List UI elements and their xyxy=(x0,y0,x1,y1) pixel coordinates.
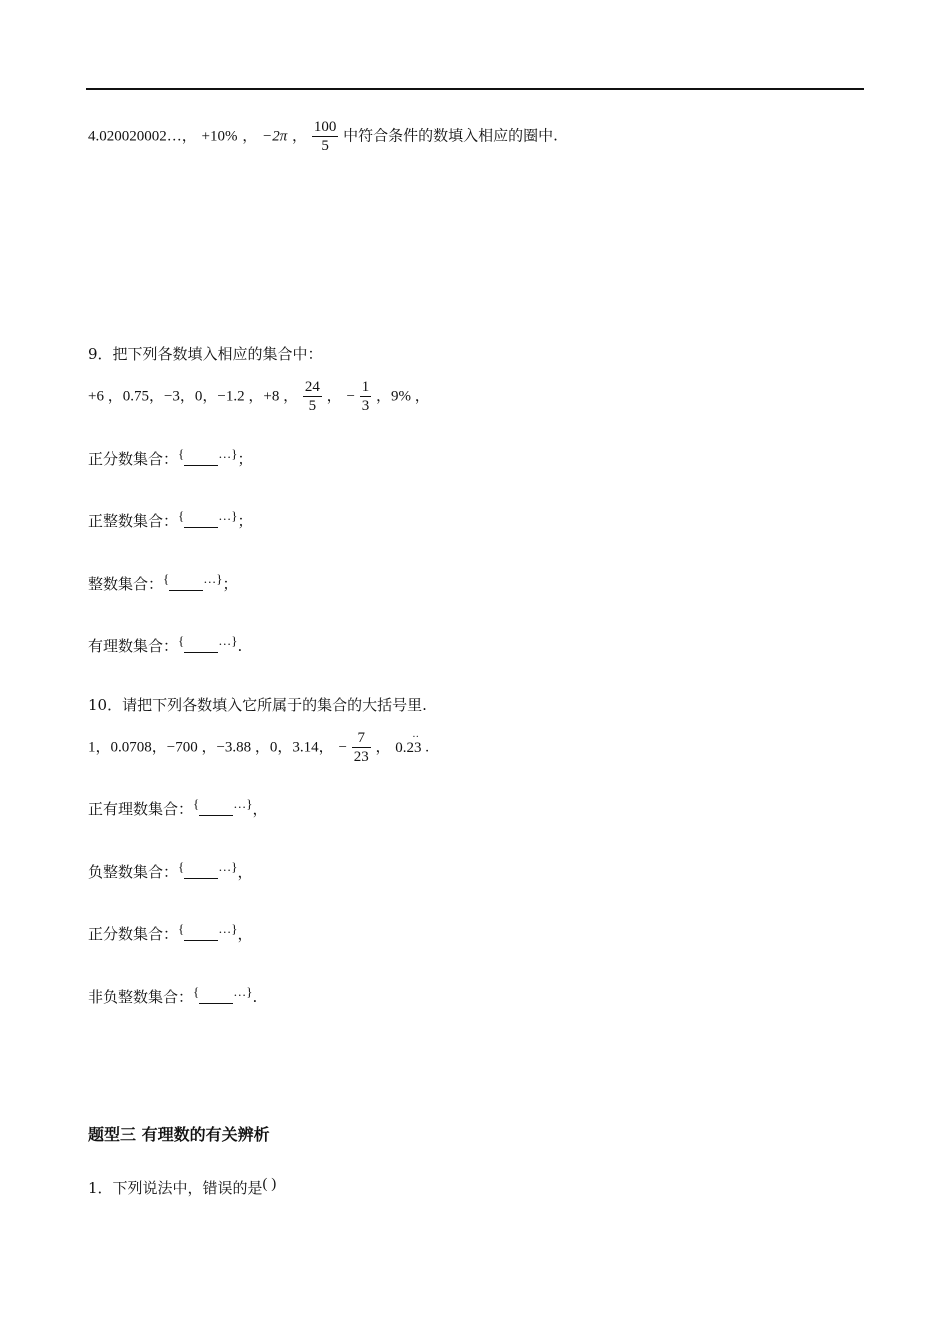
intro-num-3: −2π xyxy=(262,128,288,145)
fraction-denominator: 3 xyxy=(361,398,370,414)
fraction-denominator: 5 xyxy=(308,398,317,414)
intro-fraction xyxy=(312,118,339,155)
set-label: 整数集合： xyxy=(88,575,164,593)
brace-close: …} xyxy=(218,859,238,874)
q9-numbers xyxy=(88,378,430,415)
q9-neg-sign: − xyxy=(346,388,355,405)
answer-blank[interactable] xyxy=(184,928,218,941)
set-end: ， xyxy=(237,925,253,943)
q10-numbers xyxy=(88,729,429,766)
fraction-numerator: 24 xyxy=(304,379,320,395)
q1-text: 1．下列说法中，错误的是 xyxy=(88,1179,263,1197)
brace-close: …} xyxy=(218,921,238,936)
brace-close: …} xyxy=(218,508,238,523)
brace-close: …} xyxy=(233,796,253,811)
set-end: ； xyxy=(237,512,253,530)
intro-sep-2: ， xyxy=(292,128,308,145)
brace-open: { xyxy=(178,921,185,936)
answer-blank[interactable] xyxy=(169,578,203,591)
q10-title: 10．请把下列各数填入它所属于的集合的大括号里. xyxy=(88,696,427,714)
brace-open: { xyxy=(193,796,200,811)
set-end: ， xyxy=(252,800,268,818)
q10-sep: ， xyxy=(375,739,391,756)
q9-fraction-1 xyxy=(303,378,322,415)
set-end: ， xyxy=(237,863,253,881)
brace-open: { xyxy=(178,446,185,461)
intro-sep-1: ， xyxy=(242,128,258,145)
fraction-numerator: 7 xyxy=(352,729,371,748)
intro-num-2: +10% xyxy=(201,128,238,145)
brace-open: { xyxy=(163,571,170,586)
q10-nums-a: 1，0.0708，−700 ，−3.88 ，0，3.14， xyxy=(88,739,334,756)
set-label: 正分数集合： xyxy=(88,450,179,468)
section-title: 题型三 有理数的有关辨析 xyxy=(88,1125,270,1144)
q10-fraction xyxy=(352,729,371,766)
q1-line xyxy=(88,1176,276,1198)
set-end: . xyxy=(237,637,243,655)
q9-tail: ，9% ， xyxy=(375,388,430,405)
brace-open: { xyxy=(178,859,185,874)
q10-repeating-decimal xyxy=(395,731,425,756)
set-label: 有理数集合： xyxy=(88,637,179,655)
q9-title: 9．把下列各数填入相应的集合中： xyxy=(88,345,323,363)
set-end: . xyxy=(252,988,258,1006)
set-label: 非负整数集合： xyxy=(88,988,194,1006)
set-label: 正整数集合： xyxy=(88,512,179,530)
q9-set-rationals xyxy=(88,633,242,656)
fraction-numerator: 100 xyxy=(313,119,337,135)
q9-sep: ， xyxy=(326,388,342,405)
q10-neg-sign: − xyxy=(338,739,347,756)
answer-blank[interactable] xyxy=(184,453,218,466)
answer-blank[interactable] xyxy=(184,515,218,528)
q9-nums-a: +6 ，0.75，−3，0，−1.2 ，+8 ， xyxy=(88,388,299,405)
fraction-denominator: 23 xyxy=(353,749,369,765)
answer-parentheses[interactable]: ( ) xyxy=(262,1176,277,1192)
brace-close: …} xyxy=(218,446,238,461)
answer-blank[interactable] xyxy=(184,866,218,879)
brace-open: { xyxy=(178,508,185,523)
brace-open: { xyxy=(193,984,200,999)
repeating-decimal-text: 0.23 xyxy=(395,739,422,756)
brace-close: …} xyxy=(218,633,238,648)
top-rule xyxy=(86,88,864,90)
q9-fraction-2 xyxy=(360,378,372,415)
q10-set-negative-integers xyxy=(88,859,253,882)
fraction-denominator: 5 xyxy=(321,138,329,154)
set-label: 正分数集合： xyxy=(88,925,179,943)
intro-line xyxy=(88,118,558,155)
q9-set-positive-fractions xyxy=(88,446,253,469)
intro-tail: 中符合条件的数填入相应的圈中. xyxy=(343,126,558,145)
intro-num-1: 4.020020002…， xyxy=(88,128,197,145)
repeat-dots-icon: ·· xyxy=(412,731,419,743)
set-end: ； xyxy=(237,450,253,468)
q10-set-nonnegative-integers xyxy=(88,984,257,1007)
q10-set-positive-rationals xyxy=(88,796,268,819)
answer-blank[interactable] xyxy=(199,991,233,1004)
q9-set-positive-integers xyxy=(88,508,253,531)
set-end: ； xyxy=(222,575,238,593)
set-label: 负整数集合： xyxy=(88,863,179,881)
q10-end: . xyxy=(425,739,430,756)
answer-blank[interactable] xyxy=(199,803,233,816)
answer-blank[interactable] xyxy=(184,640,218,653)
q9-set-integers xyxy=(88,571,238,594)
brace-open: { xyxy=(178,633,185,648)
q10-set-positive-fractions xyxy=(88,921,253,944)
brace-close: …} xyxy=(203,571,223,586)
set-label: 正有理数集合： xyxy=(88,800,194,818)
brace-close: …} xyxy=(233,984,253,999)
fraction-numerator: 1 xyxy=(361,379,370,395)
